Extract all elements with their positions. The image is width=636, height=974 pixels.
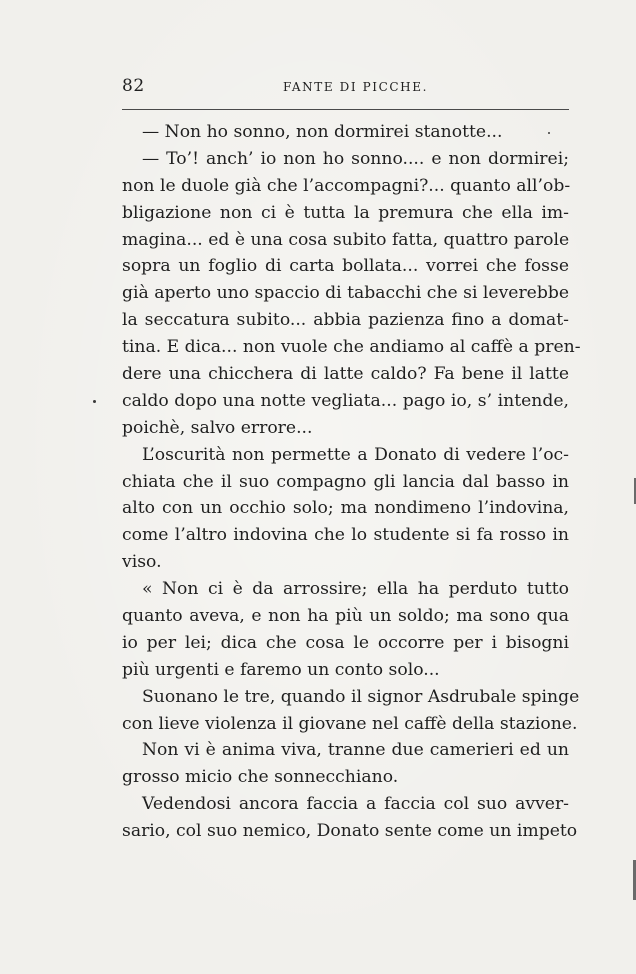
text-line: dere una chicchera di latte caldo? Fa bene il latte bbox=[122, 364, 569, 385]
page-header bbox=[122, 76, 569, 98]
text-line: già aperto uno spaccio di tabacchi che si leverebbe bbox=[122, 283, 570, 304]
text-line: alto con un occhio solo; ma nondimeno l’indovina, bbox=[122, 498, 569, 519]
text-line: — To’! anch’ io non ho sonno.... e non dormirei; bbox=[142, 148, 569, 169]
text-line: « Non ci è da arrossire; ella ha perduto tutto bbox=[142, 579, 569, 600]
body-text bbox=[122, 119, 581, 845]
text-line: Vedendosi ancora faccia a faccia col suo avver- bbox=[142, 794, 569, 815]
text-line: poichè, salvo errore... bbox=[122, 417, 313, 438]
text-line: L’oscurità non permette a Donato di vedere l’oc- bbox=[142, 444, 569, 465]
text-line: grosso micio che sonnecchiano. bbox=[122, 767, 399, 788]
text-line: magina... ed è una cosa subito fatta, quattro parole bbox=[122, 229, 570, 250]
text-line: io per lei; dica che cosa le occorre per i bisogni bbox=[122, 632, 569, 653]
text-line: tina. E dica... non vuole che andiamo al caffè a pren- bbox=[122, 337, 581, 358]
text-line: non le duole già che l’accompagni?... quanto all’ob- bbox=[122, 175, 571, 196]
running-title: FANTE DI PICCHE. bbox=[283, 80, 429, 94]
print-speck bbox=[548, 132, 550, 134]
header-rule bbox=[122, 109, 569, 110]
text-line: più urgenti e faremo un conto solo... bbox=[122, 659, 440, 680]
text-line: come l’altro indovina che lo studente si fa rosso in bbox=[122, 525, 569, 546]
text-line: Suonano le tre, quando il signor Asdrubale spinge bbox=[142, 686, 580, 707]
text-line: sopra un foglio di carta bollata... vorrei che fosse bbox=[122, 256, 569, 277]
text-line: chiata che il suo compagno gli lancia dal basso in bbox=[122, 471, 569, 492]
text-line: la seccatura subito... abbia pazienza fino a domat- bbox=[122, 310, 569, 331]
text-line: viso. bbox=[122, 552, 162, 573]
page-number: 82 bbox=[122, 76, 145, 96]
text-line: — Non ho sonno, non dormirei stanotte... bbox=[142, 122, 503, 142]
text-line: sario, col suo nemico, Donato sente come un impeto bbox=[122, 821, 578, 842]
text-line: Non vi è anima viva, tranne due camerieri ed un bbox=[142, 740, 569, 761]
text-line: caldo dopo una notte vegliata... pago io, s’ intende, bbox=[122, 390, 569, 411]
text-line: bligazione non ci è tutta la premura che ella im- bbox=[122, 202, 569, 223]
text-line: con lieve violenza il giovane nel caffè della stazione. bbox=[122, 713, 578, 734]
print-speck bbox=[93, 400, 96, 403]
text-line: quanto aveva, e non ha più un soldo; ma sono qua bbox=[122, 606, 569, 627]
